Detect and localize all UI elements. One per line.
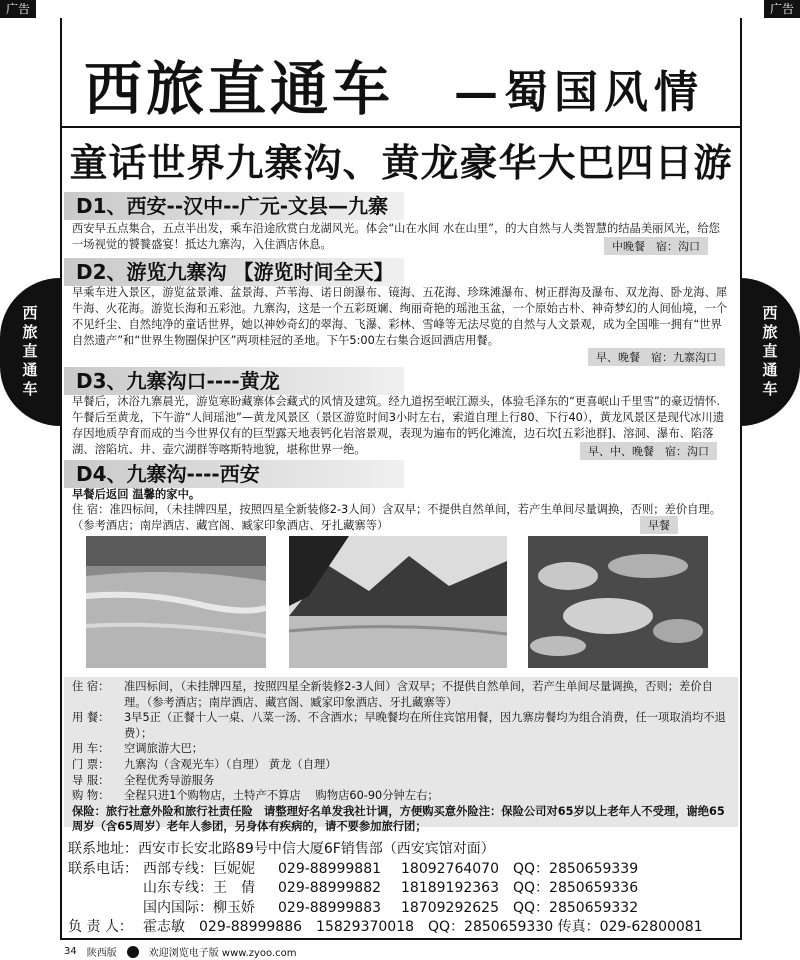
ad-label-left: 广告 (0, 0, 36, 18)
brand-subtitle: —蜀国风情 (454, 67, 704, 118)
info-row-shopping: 购 物： 全程只进1个购物店，土特产不算店 购物店60-90分钟左右； (72, 789, 439, 803)
day2-meal: 早、晚餐 宿：九寨沟口 (588, 348, 725, 366)
address-label: 联系地址： (68, 841, 138, 857)
insurance-note: 保险：旅行社意外险和旅行社责任险 请整理好名单发我社计调，方便购买意外险注：保险公司对65岁以上老年人不受理，谢绝65周岁（含65周岁）老年人参团，另身体有疾病的，请不要参加旅行团； (72, 804, 725, 834)
day1-meal: 中晚餐 宿：沟口 (604, 237, 708, 255)
brand-header (62, 20, 740, 128)
side-tab-right: 西旅直通车 (740, 278, 800, 426)
logo-icon (127, 946, 139, 958)
info-row-guide: 导 服： 全程优秀导游服务 (72, 773, 215, 787)
day4-meal: 早餐 (640, 516, 678, 534)
brand-name: 西旅直通车 (84, 55, 395, 123)
manager-label: 负 责 人： (68, 919, 133, 935)
page-footer (64, 944, 296, 959)
day2-text: 早乘车进入景区，游览盆景滩、盆景海、芦苇海、诺日朗瀑布、镜海、五花海、珍珠滩瀑布、树正群海及瀑布、双龙海、卧龙海、犀牛海、火花海。游览长海和五彩池。九寨沟，这是一个五彩斑斓、绚丽奇艳的瑶池玉盆，一个原始古朴、神奇梦幻的人间仙境，一个不见纤尘、自然纯净的童话世界，她以神妙奇幻的翠海、飞瀑、彩林、雪峰等无法尽览的自然与人文景观，成为全国唯一拥有“世界自然遗产”和“世界生物圈保护区”两项桂冠的圣地。下午5:00左右集合返回酒店用餐。 (72, 286, 728, 347)
manager-line: 霍志敏 029-88999886 15829370018 QQ：2850659330 传真：029-62800081 (143, 919, 703, 935)
contact-block: 联系地址： 西安市长安北路89号中信大厦6F销售部（西安宾馆对面） 联系电话： 西部专线：巨妮妮 029-88999881 18092764070 QQ：2850659339 山东专线：王 倩 029-88999882 18189192363 QQ：2850659336 国内国际：柳玉娇 029-88999883 18709292625 QQ：2850659332 负 责 人： 霍志敏 029-88999886 15829370018 QQ：2850659330 传真：029-62800081 (68, 840, 703, 938)
info-row-tickets: 门 票： 九寨沟（含观光车）（自理） 黄龙（自理） (72, 757, 337, 771)
phone-label: 联系电话： (68, 860, 138, 877)
day4-text: 住 宿：准四标间，（未挂牌四星，按照四星全新装修2-3人间）含双早；不提供自然单间，若产生单间尽量调换，否则；差价自理。（参考酒店；南岸酒店、藏宫阁、臧家印象酒店、牙扎藏寨等） (72, 503, 722, 532)
day1-text: 西安早五点集合，五点半出发，乘车沿途欣赏白龙湖风光。体会“山在水间 水在山里”，的大自然与人类智慧的结晶美丽风光，给您一场视觉的饕餮盛宴！抵达九寨沟，入住酒店休息。 (72, 222, 720, 251)
side-tab-left: 西旅直通车 (0, 278, 60, 426)
day4-heading: D4、九寨沟----西安 (64, 460, 404, 488)
day3-heading: D3、九寨沟口----黄龙 (64, 367, 404, 395)
address: 西安市长安北路89号中信大厦6F销售部（西安宾馆对面） (138, 841, 495, 857)
tour-title: 童话世界九寨沟、黄龙豪华大巴四日游 (69, 141, 733, 185)
info-row-transport: 用 车： 空调旅游大巴； (72, 742, 204, 756)
info-row-meals: 用 餐： 3早5正（正餐十人一桌、八菜一汤、不含酒水；早晚餐均在所住宾馆用餐，因九寨房餐均为组合消费，任一项取消均不退费）； (72, 711, 726, 740)
day3-meal: 早、中、晚餐 宿：沟口 (580, 442, 717, 460)
info-row-lodging: 住 宿： 准四标间，（未挂牌四星，按照四星全新装修2-3人间）含双早；不提供自然单间，若产生单间尽量调换，否则；差价自理。（参考酒店；南岸酒店、藏宫阁、臧家印象酒店、牙扎藏寨等） (72, 680, 713, 709)
page-number: 34 (64, 946, 77, 957)
trip-info-block (64, 677, 738, 834)
day4-bold-text: 早餐后返回 温馨的家中。 (72, 488, 201, 501)
photo-terraced-pools (86, 536, 266, 668)
day3-text: 早餐后，沐浴九寨晨光，游览寒盼藏寨体会藏式的风情及建筑。经九道拐至岷江源头，体验毛泽东的“更喜岷山千里雪”的豪迈情怀.午餐后至黄龙，下午游“人间瑶池”—黄龙风景区（景区游览时间3小时左右，索道自理上行80、下行40），黄龙风景区是现代冰川遗存因地质孕育而成的当今世界仅有的巨型露天地表钙化岩溶景观，表现为遍布的钙化滩流，边石坎[五彩池群]、溶洞、瀑布、陷落湖、溶陷坑、井、壶穴湖群等喀斯特地貌，堪称世界一绝。 (72, 395, 725, 456)
ad-label-right: 广告 (764, 0, 800, 18)
photo-mountain-lake (289, 536, 507, 668)
edition-label: 陕西版 (86, 948, 117, 959)
photo-calcified-pools (528, 536, 708, 668)
day2-heading: D2、游览九寨沟 【游览时间全天】 (64, 258, 404, 286)
day1-heading: D1、西安--汉中--广元-文县—九寨 (64, 192, 404, 220)
footer-text: 欢迎浏览电子版 www.zyoo.com (148, 948, 297, 959)
